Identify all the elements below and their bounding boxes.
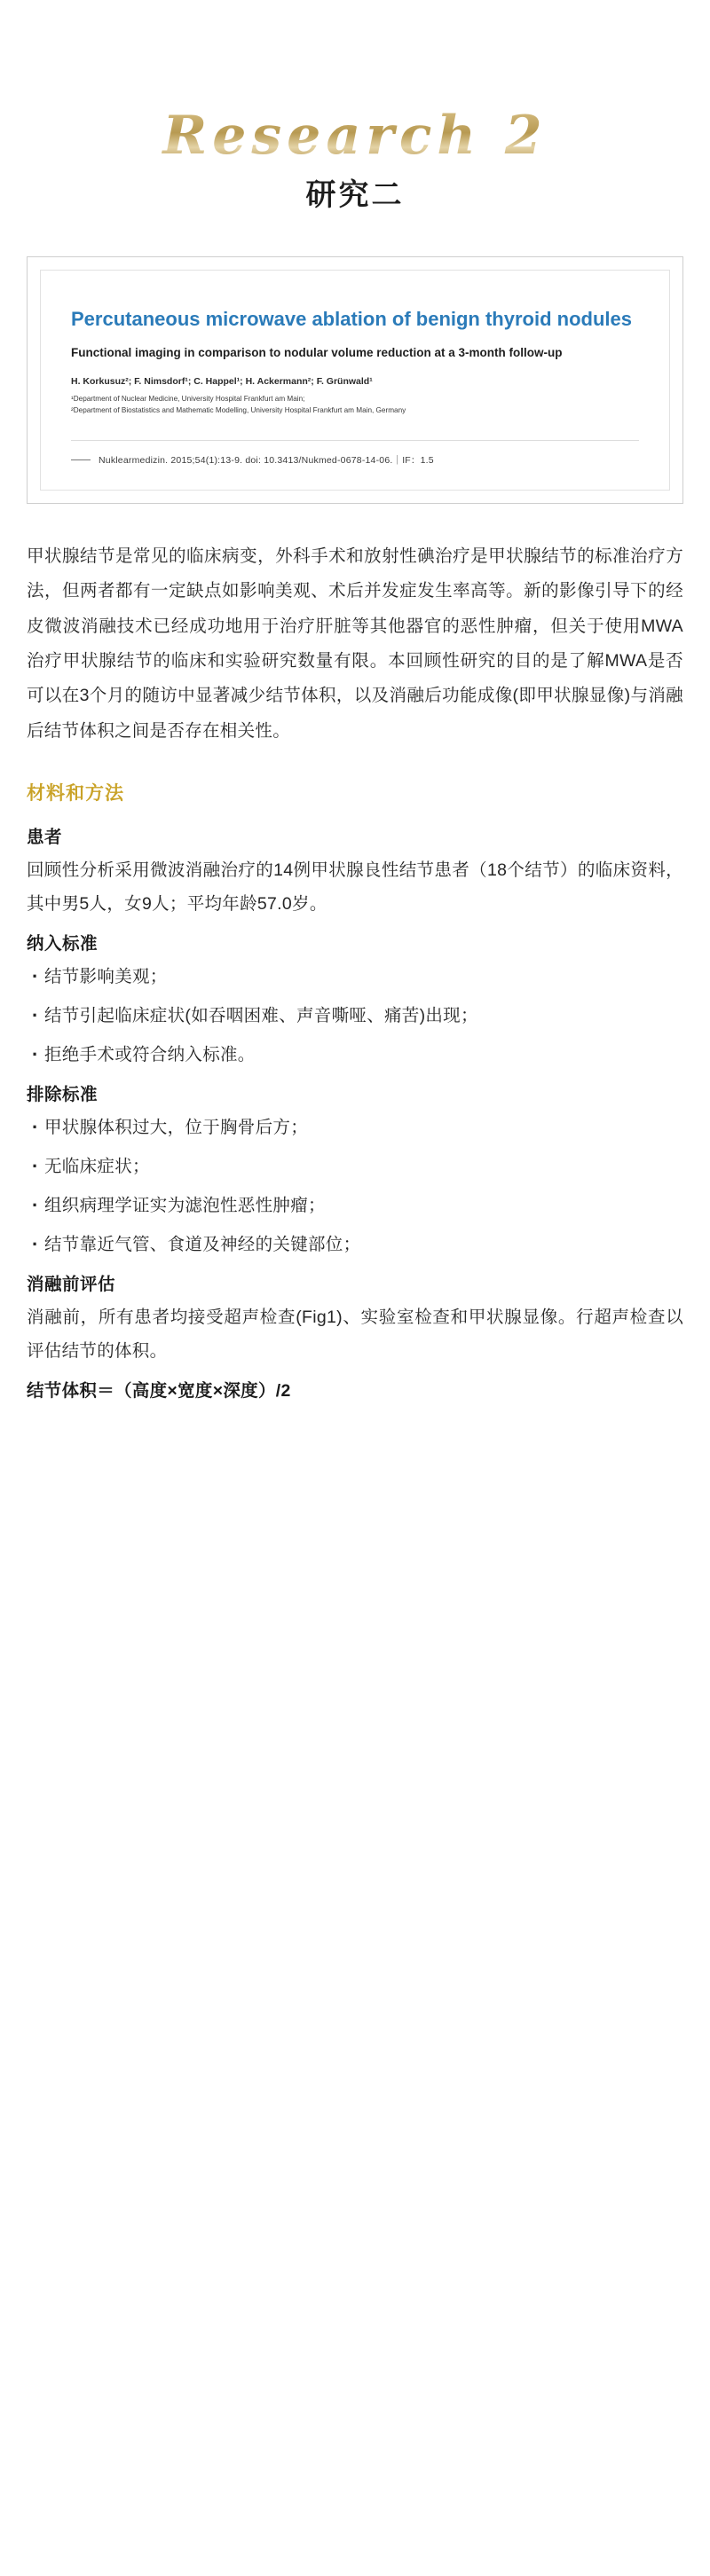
- patients-paragraph: 回顾性分析采用微波消融治疗的14例甲状腺良性结节患者（18个结节）的临床资料，其中男5人，女9人；平均年龄57.0岁。: [27, 860, 683, 915]
- paper-authors: H. Korkusuz²; F. Nimsdorf¹; C. Happel¹; H. Ackermann²; F. Grünwald¹: [71, 376, 373, 388]
- dash-icon: [71, 459, 91, 460]
- bottom-spacer: [27, 1416, 683, 1439]
- card-divider: [71, 440, 639, 441]
- list-item: · 无临床症状；: [27, 1150, 683, 1183]
- list-item: · 甲状腺体积过大，位于胸骨后方；: [27, 1111, 683, 1144]
- subheading-patients: 患者: [27, 828, 63, 848]
- subheading-exclusion-criteria: 排除标准: [27, 1085, 99, 1105]
- paper-title: Percutaneous microwave ablation of benign thyroid nodules: [71, 308, 632, 330]
- preablation-paragraph: 消融前，所有患者均接受超声检查(Fig1)、实验室检查和甲状腺显像。行超声检查以评估结节的体积。: [27, 1308, 683, 1362]
- subheading-preablation-assessment: 消融前评估: [27, 1275, 116, 1295]
- paper-citation: Nuklearmedizin. 2015;54(1):13-9. doi: 10.3413/Nukmed-0678-14-06.｜IF：1.5: [99, 454, 434, 466]
- list-item: · 组织病理学证实为滤泡性恶性肿瘤；: [27, 1189, 683, 1222]
- article-content: [27, 539, 683, 1439]
- subheading-inclusion-criteria: 纳入标准: [27, 934, 99, 954]
- list-item: · 拒绝手术或符合纳入标准。: [27, 1038, 683, 1072]
- list-item: · 结节引起临床症状(如吞咽困难、声音嘶哑、痛苦)出现；: [27, 999, 683, 1033]
- exclusion-criteria-list: [27, 1111, 683, 1261]
- paper-citation-row: [71, 453, 639, 467]
- list-item: · 结节靠近气管、食道及神经的关键部位；: [27, 1228, 683, 1261]
- paper-subtitle: Functional imaging in comparison to nodular volume reduction at a 3-month follow-up: [71, 346, 563, 360]
- paper-card: [27, 256, 683, 504]
- list-item: · 结节影响美观；: [27, 960, 683, 993]
- section-heading-methods: 材料和方法: [27, 783, 124, 805]
- nodule-volume-formula: 结节体积＝（高度×宽度×深度）/2: [27, 1381, 291, 1402]
- paper-affiliation-1: ¹Department of Nuclear Medicine, University Hospital Frankfurt am Main;: [71, 395, 305, 404]
- intro-paragraph: 甲状腺结节是常见的临床病变，外科手术和放射性碘治疗是甲状腺结节的标准治疗方法，但两者都有一定缺点如影响美观、术后并发症发生率高等。新的影像引导下的经皮微波消融技术已经成功地用于治疗肝脏等其他器官的恶性肿瘤，但关于使用MWA治疗甲状腺结节的临床和实验研究数量有限。本回顾性研究的目的是了解MWA是否可以在3个月的随访中显著减少结节体积，以及消融后功能成像(即甲状腺显像)与消融后结节体积之间是否存在相关性。: [27, 546, 683, 741]
- page-title-chinese: 研究二: [305, 177, 405, 213]
- paper-card-inner: [40, 270, 670, 491]
- page-title-script: Research 2: [0, 106, 710, 165]
- page-header: [0, 0, 710, 214]
- inclusion-criteria-list: [27, 960, 683, 1072]
- paper-affiliation-2: ²Department of Biostatistics and Mathematic Modelling, University Hospital Frankfurt am Main, Germany: [71, 406, 406, 415]
